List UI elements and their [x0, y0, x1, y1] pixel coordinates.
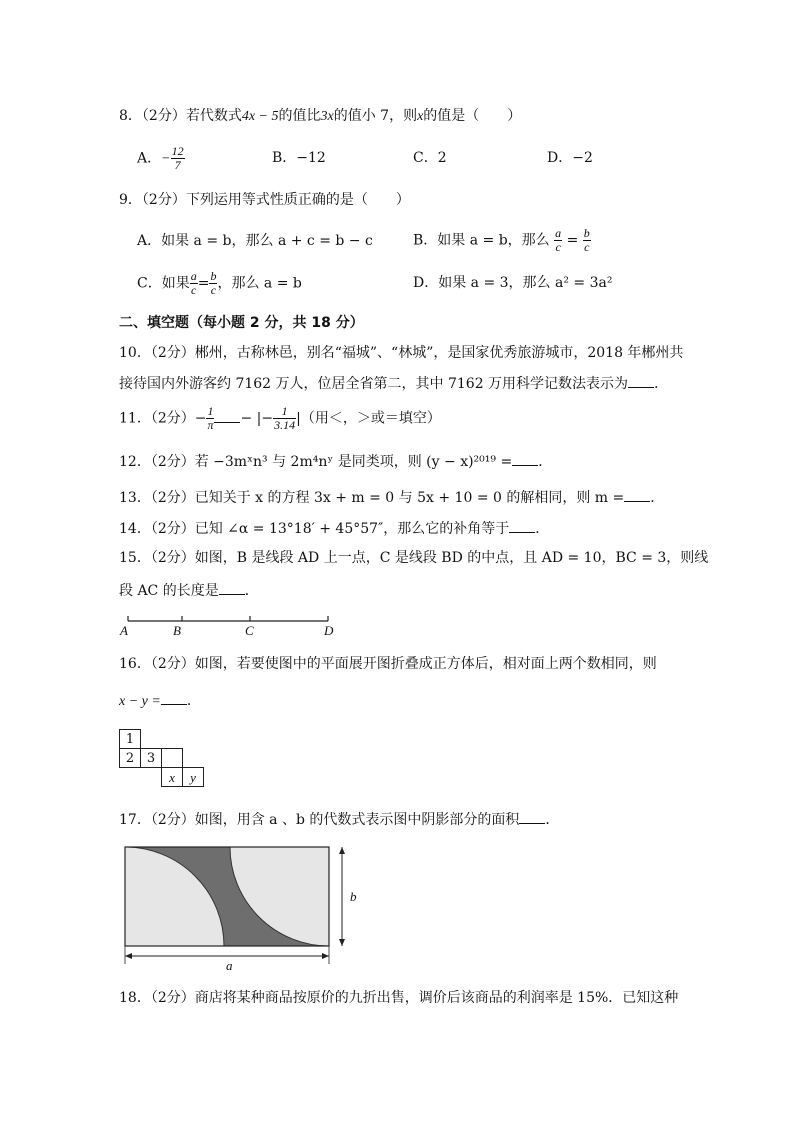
q8-option-a-num: 12	[171, 144, 184, 158]
q9-c-eq: =	[197, 275, 210, 292]
q8-text-d: 的值是（ ）	[423, 108, 522, 124]
q16-expr: x − y =	[119, 694, 161, 709]
net-cell-1: 1	[119, 729, 141, 749]
q8-option-d: D．−2	[547, 150, 593, 166]
q12-text: 12．（2分）若 −3mˣn³ 与 2m⁴nʸ 是同类项，则 (y − x)²⁰¹⁹ =	[119, 454, 513, 470]
q9-c-n2: b	[210, 269, 217, 283]
q11-frac2	[273, 405, 296, 432]
answer-blank	[519, 809, 545, 824]
q8-text: 8．（2分）若代数式	[119, 108, 242, 124]
question-14	[119, 518, 549, 539]
answer-blank	[161, 690, 187, 705]
q9-option-b-frac1	[554, 227, 562, 254]
q9-b-n2: b	[583, 226, 590, 240]
q8-text-b: 的值比	[278, 108, 321, 124]
question-9: 9．（2分）下列运用等式性质正确的是（ ）	[119, 192, 410, 208]
q14-end: ．	[535, 521, 550, 537]
q11-d1: π	[207, 418, 214, 432]
q8-option-c: C．2	[413, 150, 447, 166]
q9-option-c-post: ，那么 a = b	[217, 275, 302, 292]
question-11	[119, 405, 441, 432]
q13-text: 13．（2分）已知关于 x 的方程 3x + m = 0 与 5x + 10 = 0 的解相同，则 m =	[119, 490, 625, 506]
q11-d2: 3.14	[274, 418, 296, 432]
q13-end: ．	[650, 490, 665, 506]
q8-option-a-label: A．	[137, 150, 162, 167]
question-18: 18．（2分）商店将某种商品按原价的九折出售，调价后该商品的利润率是 15%．已知这种	[119, 990, 679, 1006]
net-cell-3: 3	[140, 748, 162, 768]
q17-text: 17．（2分）如图，用含 a 、b 的代数式表示图中阴影部分的面积	[119, 812, 520, 828]
q9-b-d2: c	[584, 240, 590, 254]
dim-label-a: a	[226, 958, 233, 973]
answer-blank	[628, 373, 654, 388]
q14-text: 14．（2分）已知 ∠α = 13°18′ + 45°57″，那么它的补角等于	[119, 521, 510, 537]
question-13	[119, 487, 664, 508]
q9-b-n1: a	[555, 226, 562, 240]
q11-n2: 1	[273, 405, 296, 419]
q9-b-d1: c	[555, 240, 561, 254]
q15-line2-text: 段 AC 的长度是	[119, 583, 219, 599]
q9-option-a: A．如果 a = b，那么 a + c = b − c	[137, 233, 373, 249]
q8-text-c: 的值小 7，则	[333, 108, 418, 124]
answer-blank	[509, 518, 535, 533]
arrow-b-top	[339, 847, 345, 854]
label-b: B	[173, 623, 181, 638]
question-8	[119, 106, 521, 127]
q8-option-b: B．−12	[272, 150, 326, 166]
q9-b-eq: =	[566, 232, 579, 249]
q10-end: ．	[654, 376, 669, 392]
q11-n1: 1	[207, 404, 214, 418]
q8-option-a-den: 7	[174, 158, 181, 172]
question-12	[119, 451, 552, 472]
net-cell-2: 2	[119, 748, 141, 768]
q9-option-b-pre: B．如果 a = b，那么	[413, 232, 550, 249]
q17-end: ．	[545, 812, 560, 828]
q9-option-b	[413, 227, 591, 254]
answer-blank	[214, 408, 240, 423]
q10-line2-text: 接待国内外游客约 7162 万人，位居全省第二，其中 7162 万用科学记数法表示为	[119, 376, 629, 392]
arrow-b-bottom	[339, 939, 345, 946]
q9-option-c-pre: C．如果	[137, 275, 190, 292]
q11-post: |（用＜，＞或＝填空）	[296, 410, 441, 427]
answer-blank	[512, 451, 538, 466]
question-16-line2	[119, 690, 201, 712]
question-15-line1: 15．（2分）如图，B 是线段 AD 上一点，C 是线段 BD 的中点，且 AD = 10，BC = 3，则线	[119, 550, 709, 566]
label-d: D	[324, 623, 334, 638]
answer-blank	[624, 487, 650, 502]
net-cell-x: x	[161, 767, 183, 787]
label-c: C	[245, 623, 254, 638]
arrow-a-left	[125, 953, 132, 959]
question-10-line2	[119, 373, 668, 394]
answer-blank	[219, 580, 245, 595]
arrow-a-right	[322, 953, 329, 959]
q12-end: ．	[538, 454, 553, 470]
q11-mid: − |−	[240, 410, 274, 427]
q9-option-b-frac2	[583, 227, 591, 254]
q8-expr1: 4x − 5	[241, 109, 279, 124]
question-17	[119, 809, 559, 830]
section-title: 二、填空题（每小题 2 分，共 18 分）	[119, 315, 364, 331]
question-15-line2	[119, 580, 259, 601]
q9-option-d: D．如果 a = 3，那么 a² = 3a²	[413, 275, 613, 291]
q9-c-n1: a	[190, 269, 197, 283]
q8-var: x	[417, 109, 424, 124]
segment-diagram	[118, 610, 348, 638]
q8-option-a-fraction	[171, 145, 185, 172]
q11-pre: 11．（2分）−	[119, 410, 207, 427]
q9-c-d2: c	[210, 283, 217, 297]
q8-expr2: 3x	[320, 109, 334, 124]
q9-option-c	[137, 270, 302, 297]
cube-net	[119, 729, 214, 795]
net-cell-empty	[161, 748, 183, 768]
q8-option-a	[137, 145, 185, 172]
dim-label-b: b	[350, 889, 357, 904]
q11-frac1	[206, 405, 214, 432]
question-16-line1: 16．（2分）如图，若要使图中的平面展开图折叠成正方体后，相对面上两个数相同，则	[119, 656, 657, 672]
q9-option-c-frac1	[190, 270, 198, 297]
question-10-line1: 10．（2分）郴州，古称林邑，别名“福城”、“林城”，是国家优秀旅游城市，2018 年郴州共	[119, 345, 684, 361]
q8-option-a-sign: −	[161, 151, 171, 167]
q15-end: ．	[244, 583, 259, 599]
net-cell-y: y	[182, 767, 204, 787]
q16-end: ．	[186, 693, 201, 709]
shaded-area-figure	[118, 840, 368, 975]
q9-c-d1: c	[191, 283, 197, 297]
label-a: A	[120, 623, 128, 638]
